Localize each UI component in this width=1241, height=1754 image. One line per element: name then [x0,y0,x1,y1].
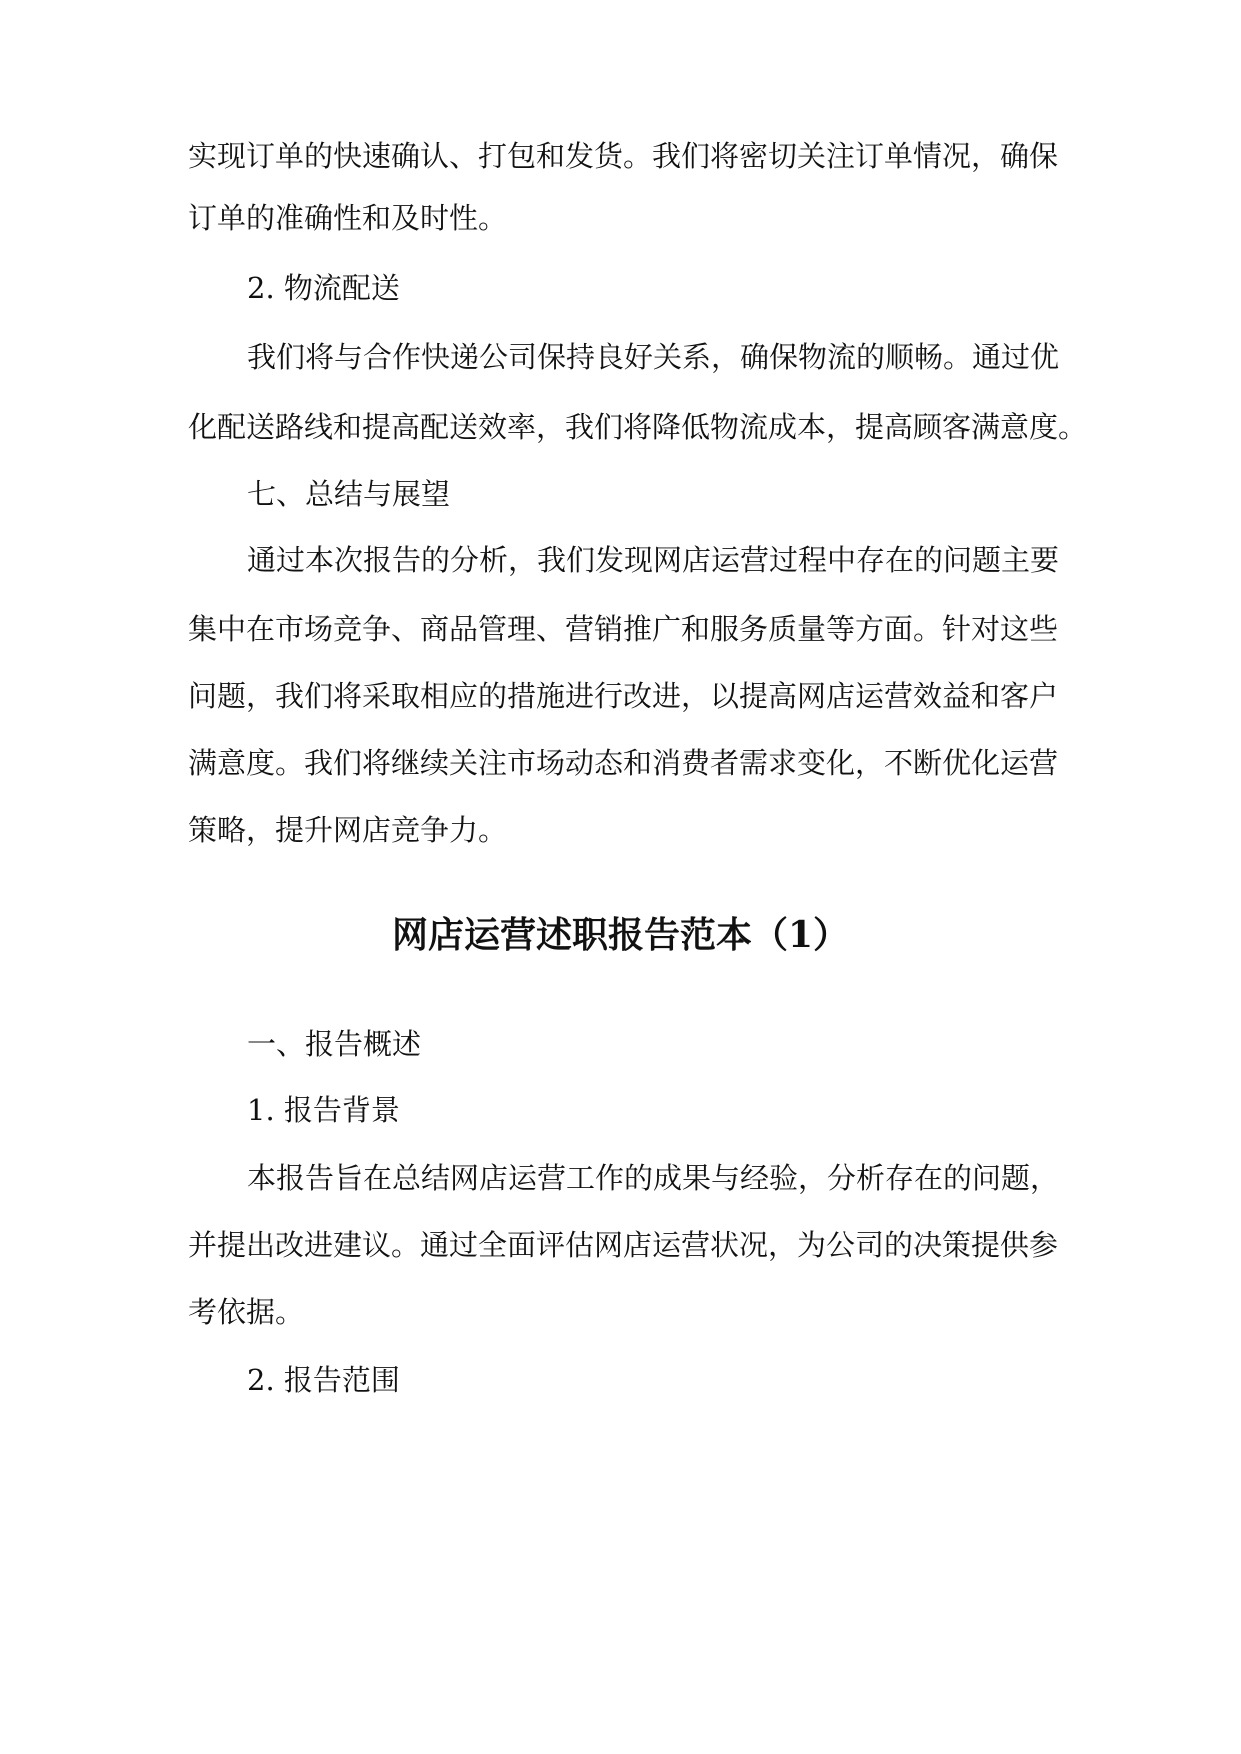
paragraph-line: 化配送路线和提高配送效率，我们将降低物流成本，提高顾客满意度。 [188,410,1088,444]
paragraph-line: 问题，我们将采取相应的措施进行改进，以提高网店运营效益和客户 [188,679,1059,713]
section-heading: 一、报告概述 [247,1027,422,1061]
subsection-heading: 2. 物流配送 [247,271,400,305]
paragraph-line: 订单的准确性和及时性。 [188,201,508,235]
paragraph-line: 实现订单的快速确认、打包和发货。我们将密切关注订单情况，确保 [188,139,1059,173]
paragraph-line: 策略，提升网店竞争力。 [188,813,508,847]
paragraph-line: 并提出改进建议。通过全面评估网店运营状况，为公司的决策提供参 [188,1228,1059,1262]
document-title: 网店运营述职报告范本（1） [391,914,850,956]
paragraph-line: 集中在市场竞争、商品管理、营销推广和服务质量等方面。针对这些 [188,612,1059,646]
paragraph-line: 考依据。 [188,1295,305,1329]
paragraph-line: 我们将与合作快递公司保持良好关系，确保物流的顺畅。通过优 [247,340,1060,374]
section-heading: 七、总结与展望 [247,477,451,511]
paragraph-line: 本报告旨在总结网店运营工作的成果与经验，分析存在的问题， [247,1161,1060,1195]
paragraph-line: 满意度。我们将继续关注市场动态和消费者需求变化，不断优化运营 [188,746,1059,780]
subsection-heading: 1. 报告背景 [247,1093,400,1127]
paragraph-line: 通过本次报告的分析，我们发现网店运营过程中存在的问题主要 [247,543,1060,577]
subsection-heading: 2. 报告范围 [247,1363,400,1397]
